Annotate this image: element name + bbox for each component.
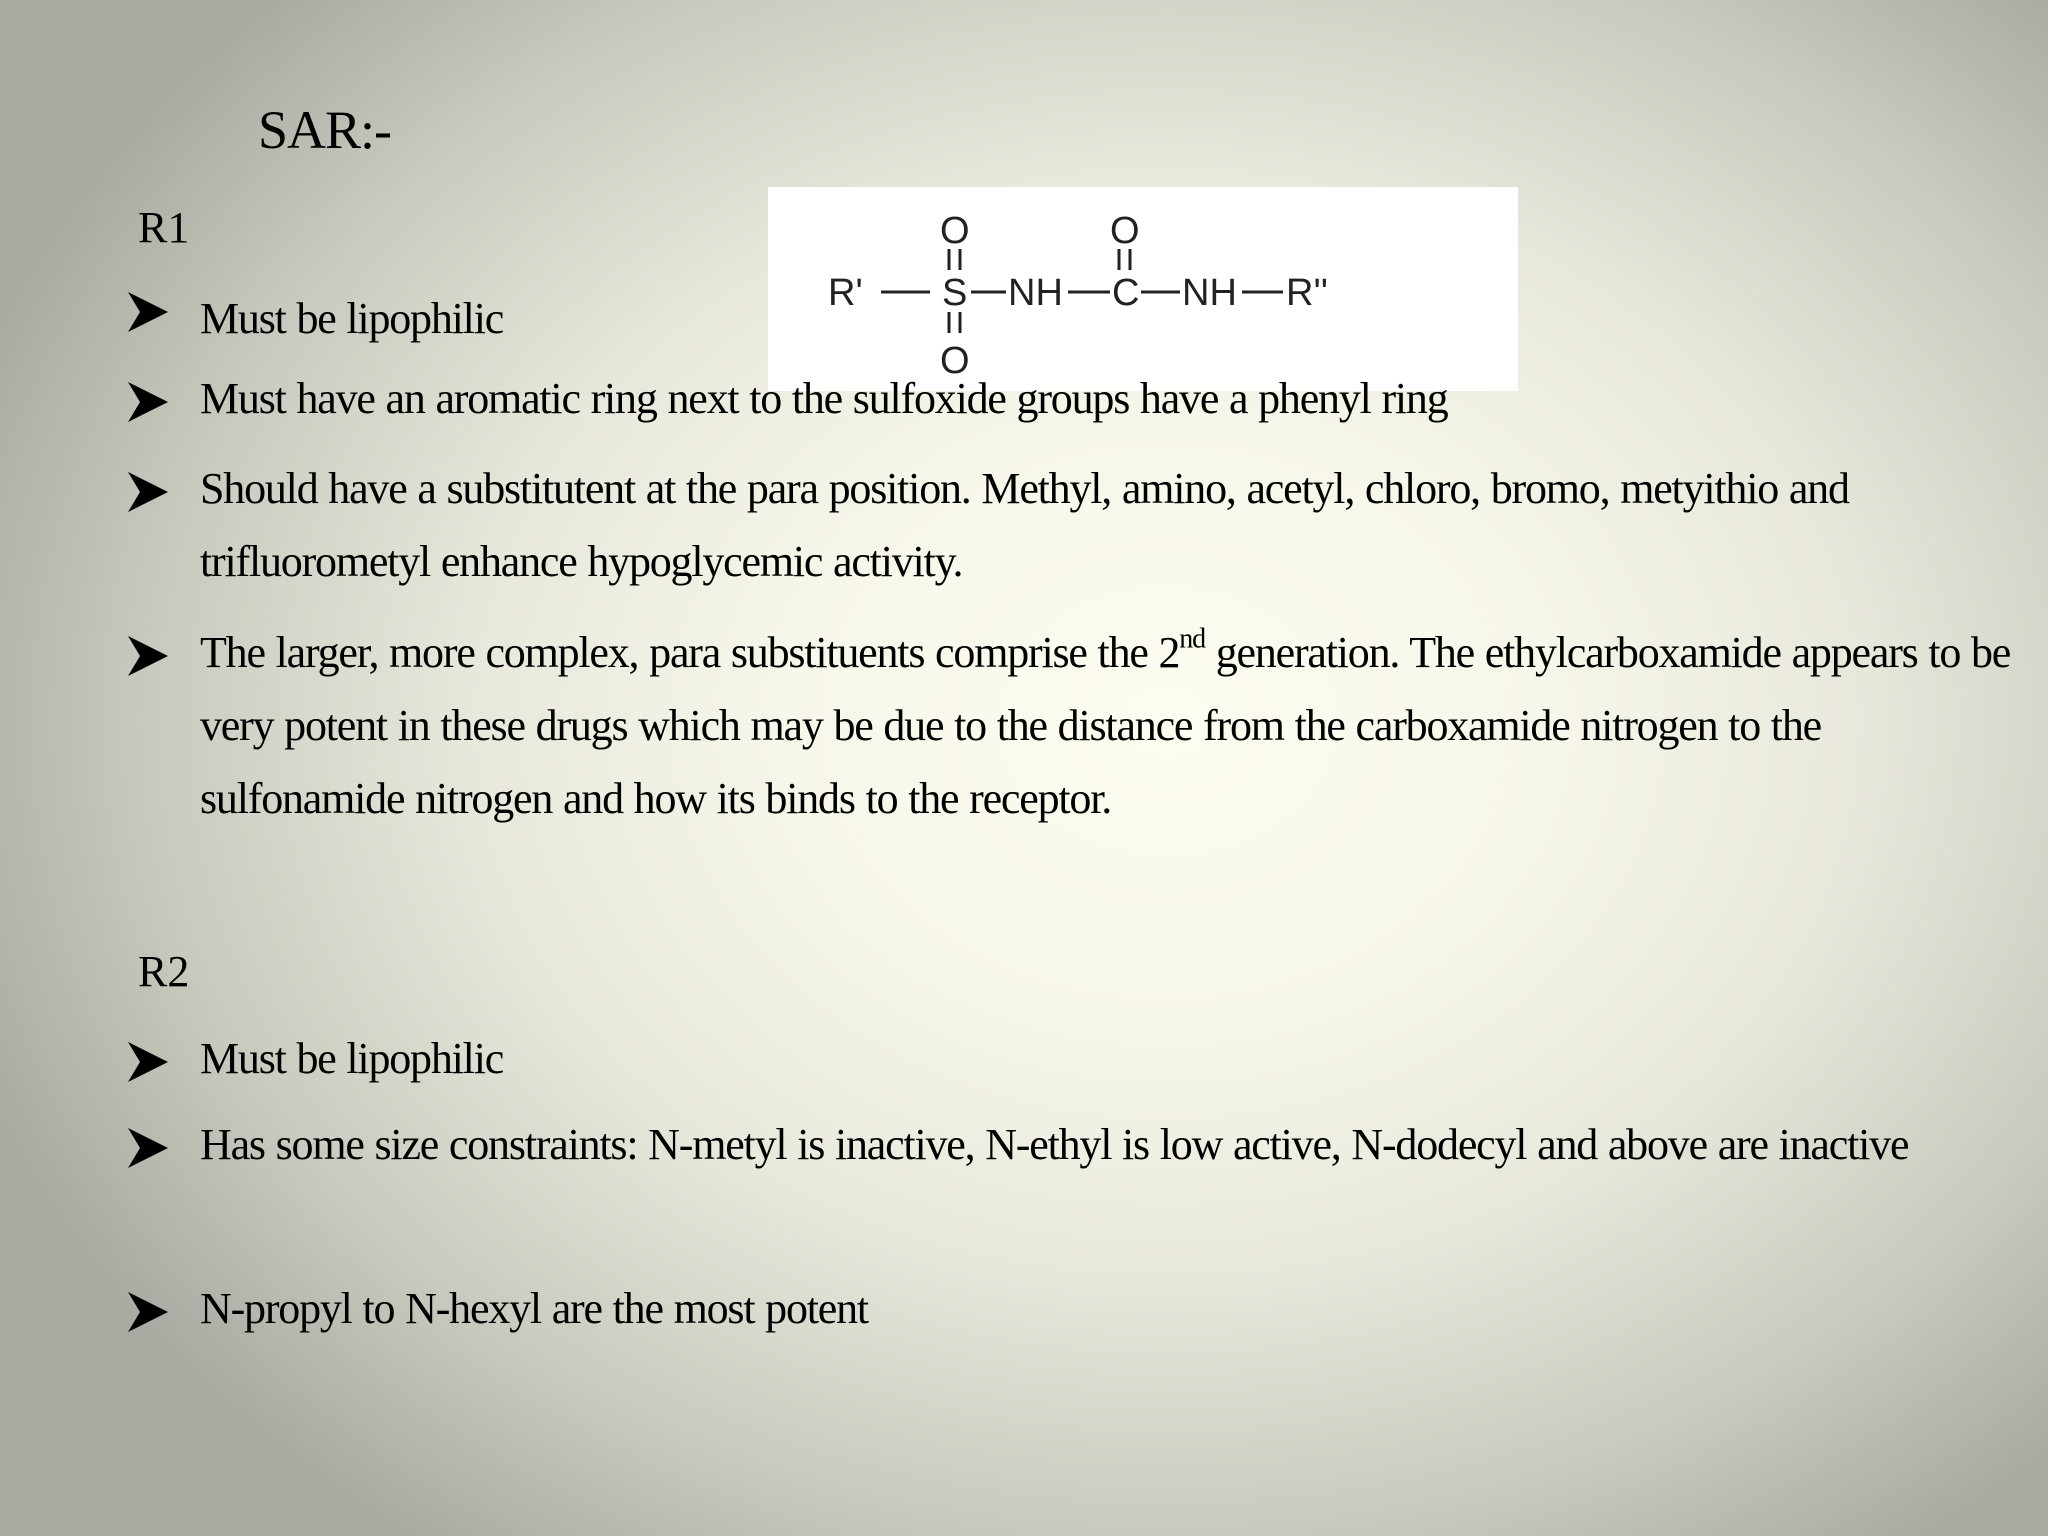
bullet-text: Must be lipophilic bbox=[200, 294, 504, 343]
structure-carbon: C bbox=[1112, 272, 1140, 314]
bullet-text bbox=[200, 616, 2030, 835]
slide-title: SAR:- bbox=[258, 100, 392, 160]
structure-sulfur: S bbox=[942, 272, 968, 314]
bullet-text: N-propyl to N-hexyl are the most potent bbox=[200, 1284, 868, 1333]
arrowhead-bullet-icon bbox=[126, 634, 170, 678]
bullet-text-part: generation. The ethylcarboxamide appears to be very potent in these drugs which may be due to the distance from the carboxamide nitrogen to the sulfonamide nitrogen and how its binds to the receptor. bbox=[200, 628, 2011, 823]
ordinal-superscript: nd bbox=[1179, 623, 1205, 655]
bullet-text: Must be lipophilic bbox=[200, 1034, 504, 1083]
arrowhead-bullet-icon bbox=[126, 1126, 170, 1170]
bullet-text: Should have a substitutent at the para position. Methyl, amino, acetyl, chloro, bromo, metyithio and trifluorometyl enhance hypoglycemic activity. bbox=[200, 464, 1849, 586]
structure-r-double-prime: R'' bbox=[1286, 272, 1328, 314]
arrowhead-bullet-icon bbox=[126, 1040, 170, 1084]
structure-nh-1: NH bbox=[1008, 272, 1063, 314]
arrowhead-bullet-icon bbox=[126, 470, 170, 514]
arrowhead-bullet-icon bbox=[126, 1290, 170, 1334]
structure-r-prime: R' bbox=[828, 272, 863, 314]
arrowhead-bullet-icon bbox=[126, 380, 170, 424]
section-label-r2: R2 bbox=[138, 947, 190, 996]
structure-oxygen-carbonyl: O bbox=[1110, 210, 1140, 252]
section-label-r1: R1 bbox=[138, 203, 190, 252]
structure-nh-2: NH bbox=[1182, 272, 1237, 314]
bullet-text: Has some size constraints: N-metyl is inactive, N-ethyl is low active, N-dodecyl and above are inactive bbox=[200, 1120, 1909, 1169]
structure-oxygen-top: O bbox=[940, 210, 970, 252]
bullet-text: Must have an aromatic ring next to the sulfoxide groups have a phenyl ring bbox=[200, 374, 1448, 423]
arrowhead-bullet-icon bbox=[126, 290, 170, 334]
structure-oxygen-bottom: O bbox=[940, 340, 970, 382]
bullet-text-part: The larger, more complex, para substituents comprise the 2 bbox=[200, 628, 1180, 677]
